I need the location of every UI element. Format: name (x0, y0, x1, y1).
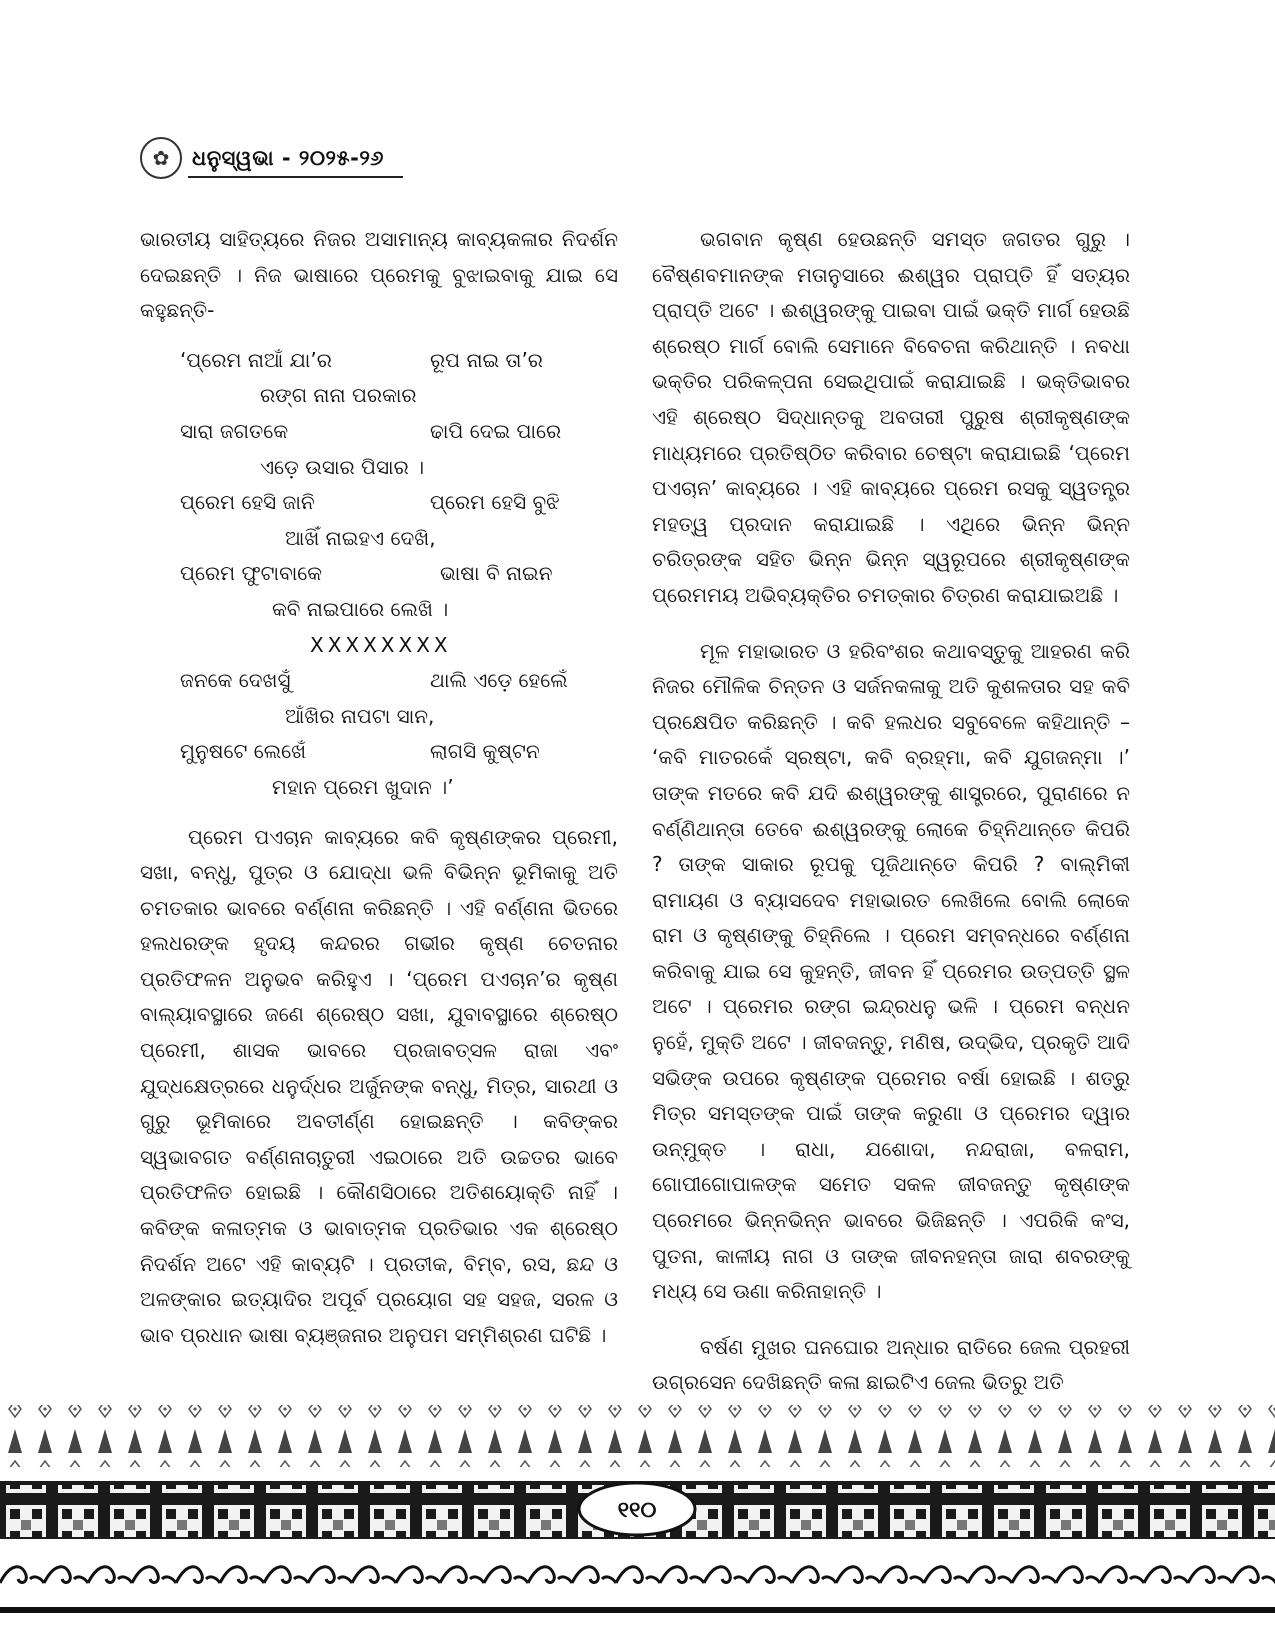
header-underline (188, 176, 403, 178)
right-paragraph-1: ଭଗବାନ କୃଷ୍ଣ ହେଉଛନ୍ତି ସମସ୍ତ ଜଗତର ଗୁରୁ । ବୈଷ୍ଣବମାନଙ୍କ ମତାନୁସାରେ ଈଶ୍ୱର ପ୍ରାପ୍ତି ହିଁ ସତ୍ୟର ପ୍ରାପ୍ତି ଅଟେ । ଈଶ୍ୱରଙ୍କୁ ପାଇବା ପାଇଁ ଭକ୍ତି ମାର୍ଗ ହେଉଛି ଶ୍ରେଷ୍ଠ ମାର୍ଗ ବୋଲି ସେମାନେ ବିବେଚନା କରିଥାନ୍ତି । ନବଧା ଭକ୍ତିର ପରିକଳ୍ପନା ସେଇଥିପାଇଁ କରାଯାଇଛି । ଭକ୍ତିଭାବର ଏହି ଶ୍ରେଷ୍ଠ ସିଦ୍ଧାନ୍ତକୁ ଅବତାରୀ ପୁରୁଷ ଶ୍ରୀକୃଷ୍ଣଙ୍କ ମାଧ୍ୟମରେ ପ୍ରତିଷ୍ଠିତ କରିବାର ଚେଷ୍ଟା କରାଯାଇଛି ‘ପ୍ରେମ ପଏଚାନ’ କାବ୍ୟରେ । ଏହି କାବ୍ୟରେ ପ୍ରେମ ରସକୁ ସ୍ୱତନ୍ତ୍ର ମହତ୍ୱ ପ୍ରଦାନ କରାଯାଇଛି । ଏଥିରେ ଭିନ୍ନ ଭିନ୍ନ ଚରିତ୍ରଙ୍କ ସହିତ ଭିନ୍ନ ଭିନ୍ନ ସ୍ୱରୂପରେ ଶ୍ରୀକୃଷ୍ଣଙ୍କ ପ୍ରେମମୟ ଅଭିବ୍ୟକ୍ତିର ଚମତ୍କାର ଚିତ୍ରଣ କରାଯାଇଅଛି । (652, 227, 1130, 607)
page-number: ୧୧୦ (617, 1498, 657, 1523)
poem-line: ଆଖିଁ ନାଇହଏ ଦେଖି, (285, 525, 436, 550)
left-column (140, 222, 618, 1353)
poem-text: ପ୍ରେମ ଫୁଟାବାକେ (180, 561, 323, 586)
poem-line (180, 663, 618, 699)
header-title: ଧନୁସ୍ୱଭା - ୨୦୨୫-୨୬ (192, 145, 384, 170)
poem-line (180, 414, 618, 450)
poem-text: ରୂପ ନାଇ ତା’ର (430, 347, 543, 372)
poem-text: ଲାଗସି କୁଷ୍ଟନ (430, 739, 540, 764)
poem-text: ମୁନୁଷଟେ ଲେଖେଁ (180, 739, 307, 764)
poem-text: ଭାଷା ବି ନାଇନ (440, 561, 553, 586)
emblem-icon: ✿ (140, 137, 182, 179)
decorative-footer-border (0, 1395, 1275, 1650)
poem-line (180, 343, 618, 379)
poem-separator: XXXXXXXX (310, 632, 452, 657)
page-header (140, 138, 384, 178)
poem-line (180, 734, 618, 770)
right-paragraph-2: ମୂଳ ମହାଭାରତ ଓ ହରିବଂଶର କଥାବସ୍ତୁକୁ ଆହରଣ କରି ନିଜର ମୌଳିକ ଚିନ୍ତନ ଓ ସର୍ଜନକଳାକୁ ଅତି କୁଶଳତାର ସହ କବି ପ୍ରକ୍ଷେପିତ କରିଛନ୍ତି । କବି ହଲଧର ସବୁବେଳେ କହିଥାନ୍ତି – ‘କବି ମାତରକେଁ ସ୍ରଷ୍ଟା, କବି ବ୍ରହ୍ମା, କବି ଯୁଗଜନ୍ମା ।’ ତାଙ୍କ ମତରେ କବି ଯଦି ଈଶ୍ୱରଙ୍କୁ ଶାସ୍ତ୍ରରେ, ପୁରାଣରେ ନ ବର୍ଣ୍ଣିଥାନ୍ତା ତେବେ ଈଶ୍ୱରଙ୍କୁ ଲୋକେ ଚିହ୍ନିଥାନ୍ତେ କିପରି ? ତାଙ୍କ ସାକାର ରୂପକୁ ପୂଜିଥାନ୍ତେ କିପରି ? ବାଲ୍ମିକୀ ରାମାୟଣ ଓ ବ୍ୟାସଦେବ ମହାଭାରତ ଲେଖିଲେ ବୋଲି ଲୋକେ ରାମ ଓ କୃଷ୍ଣଙ୍କୁ ଚିହ୍ନିଲେ । ପ୍ରେମ ସମ୍ବନ୍ଧରେ ବର୍ଣ୍ଣନା କରିବାକୁ ଯାଇ ସେ କୁହନ୍ତି, ଜୀବନ ହିଁ ପ୍ରେମର ଉତ୍ପତ୍ତି ସ୍ଥଳ ଅଟେ । ପ୍ରେମର ରଙ୍ଗ ଇନ୍ଦ୍ରଧନୁ ଭଳି । ପ୍ରେମ ବନ୍ଧନ ନୁହେଁ, ମୁକ୍ତି ଅଟେ । ଜୀବଜନ୍ତୁ, ମଣିଷ, ଉଦ୍ଭିଦ, ପ୍ରକୃତି ଆଦି ସଭିଙ୍କ ଉପରେ କୃଷ୍ଣଙ୍କ ପ୍ରେମର ବର୍ଷା ହୋଇଛି । ଶତ୍ରୁ ମିତ୍ର ସମସ୍ତଙ୍କ ପାଇଁ ତାଙ୍କ କରୁଣା ଓ ପ୍ରେମର ଦ୍ୱାର ଉନ୍ମୁକ୍ତ । ରାଧା, ଯଶୋଦା, ନନ୍ଦରାଜା, ବଳରାମ, ଗୋପୀଗୋପାଳଙ୍କ ସମେତ ସକଳ ଜୀବଜନ୍ତୁ କୃଷ୍ଣଙ୍କ ପ୍ରେମରେ ଭିନ୍ନଭିନ୍ନ ଭାବରେ ଭିଜିଛନ୍ତି । ଏପରିକି କଂସ, ପୁତନା, କାଳୀୟ ନାଗ ଓ ତାଙ୍କ ଜୀବନହନ୍ତା ଜାରା ଶବରଙ୍କୁ ମଧ୍ୟ ସେ ଊଣା କରିନାହାନ୍ତି । (652, 638, 1130, 1304)
poem-line: ମହାନ ପ୍ରେମ ଖୁଦାନ ।’ (272, 774, 454, 799)
left-paragraph-1: ଭାରତୀୟ ସାହିତ୍ୟରେ ନିଜର ଅସାମାନ୍ୟ କାବ୍ୟକଳାର ନିଦର୍ଶନ ଦେଇଛନ୍ତି । ନିଜ ଭାଷାରେ ପ୍ରେମକୁ ବୁଝାଇବାକୁ ଯାଇ ସେ କହୁଛନ୍ତି- (140, 227, 618, 323)
poem-line: ଆଁଖିର ନାପଟା ସାନ, (285, 703, 435, 728)
poem-block (180, 343, 618, 806)
poem-text: ପ୍ରେମ ହେସି ବୁଝି (430, 490, 560, 515)
poem-text: ‘ପ୍ରେମ ନାଆଁ ଯା’ର (180, 347, 332, 372)
poem-line (180, 485, 618, 521)
poem-text: ସାରା ଜଗତକେ (180, 418, 289, 443)
poem-text: ଜନକେ ଦେଖସୁଁ (180, 668, 291, 693)
left-paragraph-2: ପ୍ରେମ ପଏଚାନ କାବ୍ୟରେ କବି କୃଷ୍ଣଙ୍କର ପ୍ରେମୀ, ସଖା, ବନ୍ଧୁ, ପୁତ୍ର ଓ ଯୋଦ୍ଧା ଭଳି ବିଭିନ୍ନ ଭୂମିକାକୁ ଅତି ଚମତକାର ଭାବରେ ବର୍ଣ୍ଣନା କରିଛନ୍ତି । ଏହି ବର୍ଣ୍ଣନା ଭିତରେ ହଲଧରଙ୍କ ହୃଦୟ କନ୍ଦରର ଗଭୀର କୃଷ୍ଣ ଚେତନାର ପ୍ରତିଫଳନ ଅନୁଭବ କରିହୁଏ । ‘ପ୍ରେମ ପଏଚାନ’ର କୃଷ୍ଣ ବାଲ୍ୟାବସ୍ଥାରେ ଜଣେ ଶ୍ରେଷ୍ଠ ସଖା, ଯୁବାବସ୍ଥାରେ ଶ୍ରେଷ୍ଠ ପ୍ରେମୀ, ଶାସକ ଭାବରେ ପ୍ରଜାବତ୍ସଳ ରାଜା ଏବଂ ଯୁଦ୍ଧକ୍ଷେତ୍ରରେ ଧନୁର୍ଦ୍ଧର ଅର୍ଜୁନଙ୍କ ବନ୍ଧୁ, ମିତ୍ର, ସାରଥୀ ଓ ଗୁରୁ ଭୂମିକାରେ ଅବତୀର୍ଣ୍ଣ ହୋଇଛନ୍ତି । କବିଙ୍କର ସ୍ୱଭାବଗତ ବର୍ଣ୍ଣନାଚାତୁରୀ ଏଇଠାରେ ଅତି ଉଚ୍ଚତର ଭାବେ ପ୍ରତିଫଳିତ ହୋଇଛି । କୌଣସିଠାରେ ଅତିଶୟୋକ୍ତି ନାହିଁ । କବିଙ୍କ କଳାତ୍ମକ ଓ ଭାବାତ୍ମକ ପ୍ରତିଭାର ଏକ ଶ୍ରେଷ୍ଠ ନିଦର୍ଶନ ଅଟେ ଏହି କାବ୍ୟଟି । ପ୍ରତୀକ, ବିମ୍ବ, ରସ, ଛନ୍ଦ ଓ ଅଳଙ୍କାର ଇତ୍ୟାଦିର ଅପୂର୍ବ ପ୍ରୟୋଗ ସହ ସହଜ, ସରଳ ଓ ଭାବ ପ୍ରଧାନ ଭାଷା ବ୍ୟଞ୍ଜନାର ଅନୁପମ ସମ୍ମିଶ୍ରଣ ଘଟିଛି । (140, 824, 618, 1347)
poem-line (180, 556, 618, 592)
poem-line: କବି ନାଇପାରେ ଲେଖି । (272, 596, 449, 621)
poem-text: ଢାପି ଦେଇ ପାରେ (430, 418, 562, 443)
poem-line: ରଙ୍ଗ ନାନା ପରକାର (260, 383, 417, 408)
poem-line: ଏଡ଼େ ଉସାର ପିସାର । (260, 454, 425, 479)
poem-text: ପ୍ରେମ ହେସି ଜାନି (180, 490, 315, 515)
poem-text: ଥାଲି ଏଡ଼େ ହେଲେଁ (430, 668, 568, 693)
right-column (652, 222, 1130, 1401)
right-paragraph-3: ବର୍ଷଣ ମୁଖର ଘନଘୋର ଅନ୍ଧାର ରାତିରେ ଜେଲ ପ୍ରହରୀ ଉଗ୍ରସେନ ଦେଖିଛନ୍ତି କଳା ଛାଇଟିଏ ଜେଲ ଭିତରୁ ଅତି (652, 1334, 1130, 1395)
